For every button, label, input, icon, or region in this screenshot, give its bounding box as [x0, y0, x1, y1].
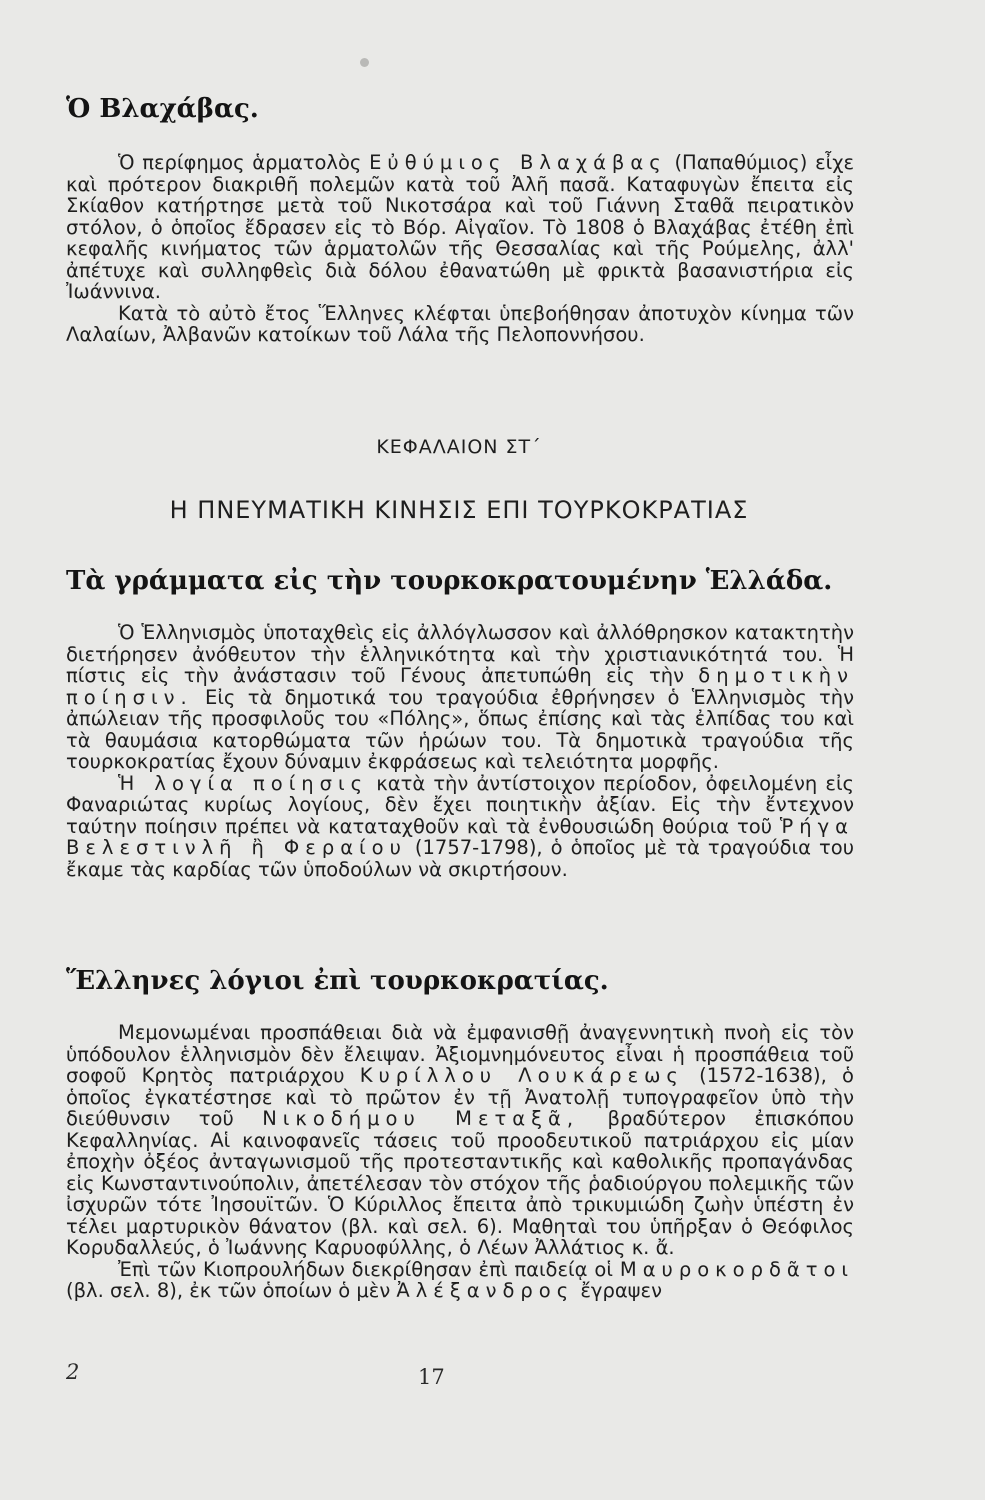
spaced-term: Ἡ λογία ποίησις — [118, 771, 369, 795]
text-run: ἔγραψεν — [580, 1279, 662, 1302]
spaced-name: Κυρίλλου Λουκάρεως — [359, 1064, 684, 1087]
chapter-label: ΚΕΦΑΛΑΙΟΝ ΣΤ΄ — [376, 436, 542, 458]
section-scholars-body — [66, 1022, 854, 1302]
text-run: Εἰς τὰ δημοτικά του τραγούδια ἐθρήνησεν ὁ Ἑλληνισμὸς τὴν ἀπώλειαν τῆς προσφιλοῦς του «Πόλης», ὅπως ἐπίσης καὶ τὰς ἐλπίδας του καὶ τὰ θαυμάσια κατορθώματα τῶν ἡρώων του. Τὰ δημοτικὰ τραγούδια τῆς τουρκοκρατίας ἔχουν δύναμιν ἐκφράσεως καὶ τελειότητα μορφῆς. — [66, 685, 854, 773]
spaced-name: Μαυροκορδᾶτοι — [619, 1257, 854, 1281]
paragraph: Κατὰ τὸ αὐτὸ ἔτος Ἕλληνες κλέφται ὑπεβοήθησαν ἀποτυχὸν κίνημα τῶν Λαλαίων, Ἀλβανῶν κατοίκων τοῦ Λάλα τῆς Πελοποννήσου. — [66, 301, 854, 346]
chapter-title: Η ΠΝΕΥΜΑΤΙΚΗ ΚΙΝΗΣΙΣ ΕΠΙ ΤΟΥΡΚΟΚΡΑΤΙΑΣ — [169, 496, 749, 524]
text-run: Ὁ περίφημος ἁρματολὸς — [118, 151, 362, 174]
spaced-name: Ῥήγα Βελεστινλῆ ἢ Φεραίου — [66, 814, 855, 859]
spaced-name: Εὐθύμιος Βλαχάβας — [369, 151, 667, 174]
spaced-name: Νικοδήμου Μεταξᾶ, — [262, 1107, 580, 1130]
text-run: (1757-1798), ὁ ὁποῖος μὲ τὰ τραγούδια του ἔκαμε τὰς καρδίας τῶν ὑποδούλων νὰ σκιρτήσουν. — [66, 836, 854, 881]
spaced-term: δημοτικὴν ποίησιν. — [66, 664, 855, 709]
section-vlachavas-body — [66, 152, 854, 346]
paragraph — [66, 1259, 854, 1302]
text-run: βραδύτερον ἐπισκόπου Κεφαλληνίας. Αἱ καινοφανεῖς τάσεις τοῦ προοδευτικοῦ πατριάρχου εἰς μίαν ἐποχὴν ὀξέος ἀνταγωνισμοῦ τῆς προτεσταντικῆς καὶ καθολικῆς προπαγάνδας εἰς Κωνσταντινούπολιν, ἀπετέλεσαν τὸν στόχον τῆς ῥαδιούργου πολεμικῆς τῶν ἰσχυρῶν τότε Ἰησουϊτῶν. Ὁ Κύριλλος ἔπειτα ἀπὸ τρικυμιώδη ζωὴν ὑπέστη ἐν τέλει μαρτυρικὸν θάνατον (βλ. καὶ σελ. 6). Μαθηταὶ του ὑπῆρξαν ὁ Θεόφιλος Κορυδαλλεύς, ὁ Ἰωάννης Καρυοφύλλης, ὁ Λέων Ἀλλάτιος κ. ἄ. — [66, 1107, 854, 1259]
section-heading-scholars: Ἕλληνες λόγιοι ἐπὶ τουρκοκρατίας. — [66, 966, 609, 996]
text-run: Ὁ Ἑλληνισμὸς ὑποταχθεὶς εἰς ἀλλόγλωσσον καὶ ἀλλόθρησκον κατακτητὴν διετήρησεν ἀνόθευτον τὴν ἑλληνικότητα καὶ τὴν χριστιανικότητά του. Ἡ πίστις εἰς τὴν ἀνάστασιν τοῦ Γένους ἀπετυπώθη εἰς τὴν — [66, 621, 854, 687]
paragraph — [66, 622, 854, 773]
text-run: (Παπαθύμιος) εἶχε καὶ πρότερον διακριθῆ πολεμῶν κατὰ τοῦ Ἀλῆ πασᾶ. Καταφυγὼν ἔπειτα εἰς Σκίαθον κατήρτησε μετὰ τοῦ Νικοτσάρα καὶ τοῦ Γιάννη Σταθᾶ πειρατικὸν στόλον, ὁ ὁποῖος ἔδρασεν εἰς τὸ Βόρ. Αἰγαῖον. Τὸ 1808 ὁ Βλαχάβας ἐτέθη ἐπὶ κεφαλῆς κινήματος τῶν ἁρματολῶν τῆς Θεσσαλίας καὶ τῆς Ρούμελης, ἀλλ' ἀπέτυχε καὶ συλληφθεὶς διὰ δόλου ἐθανατώθη μὲ φρικτὰ βασανιστήρια εἰς Ἰωάννινα. — [66, 151, 855, 303]
text-run: (1572-1638), ὁ ὁποῖος ἐγκατέστησε καὶ τὸ πρῶτον ἐν τῇ Ἀνατολῇ τυπογραφεῖον ὑπὸ τὴν διεύθυνσιν τοῦ — [66, 1064, 854, 1130]
paragraph — [66, 152, 854, 303]
ink-speck — [360, 58, 369, 67]
signature-mark: 2 — [66, 1360, 80, 1384]
text-run: κατὰ τὴν ἀντίστοιχον περίοδον, ὀφειλομένη εἰς Φαναριώτας κυρίως λογίους, δὲν ἔχει ποιητικὴν ἀξίαν. Εἰς τὴν ἔντεχνον ταύτην ποίησιν πρέπει νὰ καταταχθοῦν καὶ τὰ ἐνθουσιώδη θούρια τοῦ — [66, 771, 854, 838]
section-heading-vlachavas: Ὁ Βλαχάβας. — [66, 94, 259, 124]
section-letters-body — [66, 622, 854, 880]
paragraph — [66, 773, 854, 881]
text-run: Ἐπὶ τῶν Κιοπρουλήδων διεκρίθησαν ἐπὶ παιδείᾳ οἱ — [118, 1257, 613, 1281]
spaced-name: Ἀλέξανδρος — [396, 1279, 575, 1302]
text-run: (βλ. σελ. 8), ἐκ τῶν ὁποίων ὁ μὲν — [66, 1279, 391, 1302]
section-heading-letters: Τὰ γράμματα εἰς τὴν τουρκοκρατουμένην Ἑλλάδα. — [66, 566, 833, 596]
page-number: 17 — [418, 1365, 445, 1389]
text-run: Μεμονωμέναι προσπάθειαι διὰ νὰ ἐμφανισθῇ ἀναγεννητικὴ πνοὴ εἰς τὸν ὑπόδουλον ἑλληνισμὸν δὲν ἔλειψαν. Ἀξιομνημόνευτος εἶναι ἡ προσπάθεια τοῦ σοφοῦ Κρητὸς πατριάρχου — [66, 1021, 854, 1087]
paragraph — [66, 1022, 854, 1259]
